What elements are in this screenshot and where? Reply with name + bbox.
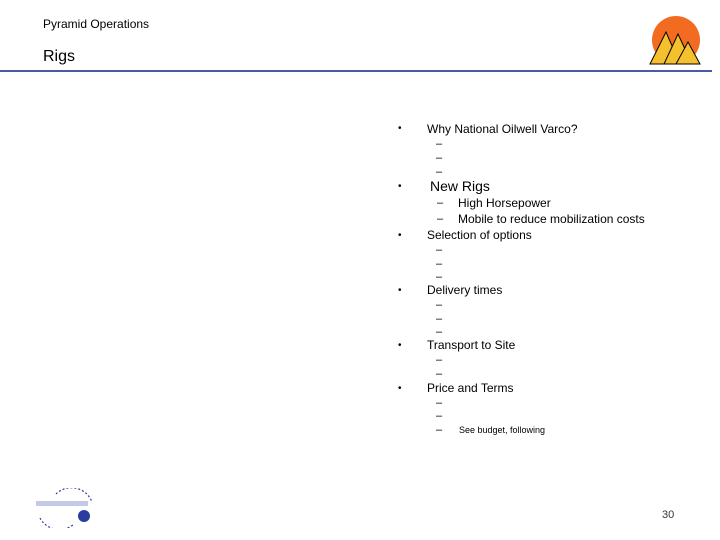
bullet-marker: • [398,181,402,192]
bullet-marker: • [398,230,402,241]
dash-marker: – [436,299,443,311]
dash-marker: – [436,368,443,380]
dash-marker: – [436,410,443,422]
company-logo-icon [34,488,96,528]
bullet-delivery-times: Delivery times [427,283,503,297]
dash-marker: – [436,271,443,283]
presentation-name: Pyramid Operations [43,17,150,31]
sub-see-budget: See budget, following [459,425,546,435]
dash-marker: – [436,244,443,256]
dash-marker: – [436,424,443,436]
bullet-transport: Transport to Site [427,338,516,352]
page-number: 30 [662,509,675,521]
dash-marker: – [436,138,443,150]
sub-high-horsepower: High Horsepower [458,196,551,210]
bullet-marker: • [398,123,402,134]
dash-marker: – [436,152,443,164]
dash-marker: – [436,326,443,338]
bullet-marker: • [398,340,402,351]
bullet-why-nov: Why National Oilwell Varco? [427,122,578,136]
dash-marker: – [436,397,443,409]
dash-marker: – [436,166,443,178]
dash-marker: – [436,258,443,270]
pyramid-logo-icon [646,14,702,66]
dash-marker: – [437,197,444,209]
title-divider [0,70,712,72]
slide-title: Rigs [43,48,76,65]
bullet-selection-options: Selection of options [427,228,532,242]
logo-badge [78,510,90,522]
sub-mobile: Mobile to reduce mobilization costs [458,212,645,226]
dash-marker: – [436,354,443,366]
bullet-price-terms: Price and Terms [427,381,514,395]
dash-marker: – [437,213,444,225]
bullet-new-rigs: New Rigs [430,178,490,194]
dash-marker: – [436,313,443,325]
bullet-marker: • [398,383,402,394]
bullet-marker: • [398,285,402,296]
